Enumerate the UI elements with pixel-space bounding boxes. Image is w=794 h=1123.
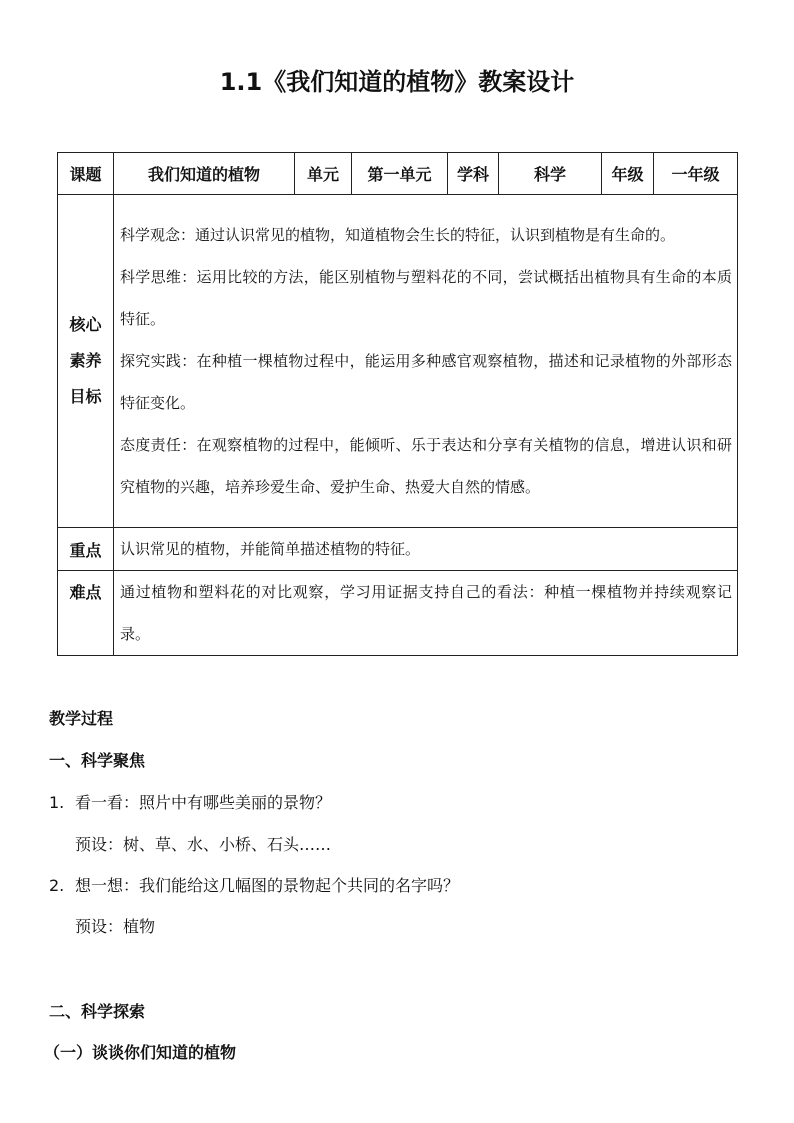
goal-science-thinking: 科学思维：运用比较的方法，能区别植物与塑料花的不同，尝试概括出植物具有生命的本质特征。: [120, 268, 732, 328]
course-value: 我们知道的植物: [114, 153, 295, 195]
key-point-content: 认识常见的植物，并能简单描述植物的特征。: [114, 528, 738, 571]
lesson-info-table: [57, 152, 738, 656]
item-preset: 预设：植物: [75, 917, 156, 936]
key-point-row: [58, 528, 738, 571]
goal-attitude-responsibility: 态度责任：在观察植物的过程中，能倾听、乐于表达和分享有关植物的信息，增进认识和研究植物的兴趣，培养珍爱生命、爱护生命、热爱大自然的情感。: [120, 436, 732, 496]
key-point-label: 重点: [58, 528, 114, 571]
info-row: [58, 153, 738, 195]
core-goals-content: [114, 195, 738, 528]
core-goals-row: [58, 195, 738, 528]
unit-label: 单元: [295, 153, 352, 195]
course-label: 课题: [58, 153, 114, 195]
item-number: 2.: [49, 876, 65, 895]
subject-value: 科学: [499, 153, 602, 195]
teaching-process-heading: 教学过程: [49, 709, 114, 728]
core-label-line: 核心: [69, 315, 102, 334]
list-item: [49, 791, 331, 815]
item-number: 1.: [49, 793, 65, 812]
page-title: 1.1《我们知道的植物》教案设计: [219, 68, 575, 96]
core-goals-label: [58, 195, 114, 528]
item-preset: 预设：树、草、水、小桥、石头……: [75, 835, 332, 854]
difficult-point-content: 通过植物和塑料花的对比观察，学习用证据支持自己的看法：种植一棵植物并持续观察记录。: [114, 571, 738, 656]
goal-inquiry-practice: 探究实践：在种植一棵植物过程中，能运用多种感官观察植物，描述和记录植物的外部形态特征变化。: [120, 352, 732, 412]
subject-label: 学科: [448, 153, 499, 195]
item-text: 看一看：照片中有哪些美丽的景物？: [75, 793, 332, 812]
difficult-point-label: 难点: [58, 571, 114, 656]
list-item: [49, 874, 459, 898]
grade-value: 一年级: [654, 153, 738, 195]
section-science-focus: 一、科学聚焦: [49, 751, 146, 770]
difficult-point-row: [58, 571, 738, 656]
unit-value: 第一单元: [352, 153, 448, 195]
section-science-explore: 二、科学探索: [49, 1002, 146, 1021]
grade-label: 年级: [602, 153, 654, 195]
subsection-known-plants: （一）谈谈你们知道的植物: [44, 1043, 237, 1062]
core-label-line: 目标: [69, 387, 102, 406]
core-label-line: 素养: [69, 351, 102, 370]
goal-science-concept: 科学观念：通过认识常见的植物，知道植物会生长的特征，认识到植物是有生命的。: [120, 226, 676, 244]
item-text: 想一想：我们能给这几幅图的景物起个共同的名字吗？: [75, 876, 460, 895]
